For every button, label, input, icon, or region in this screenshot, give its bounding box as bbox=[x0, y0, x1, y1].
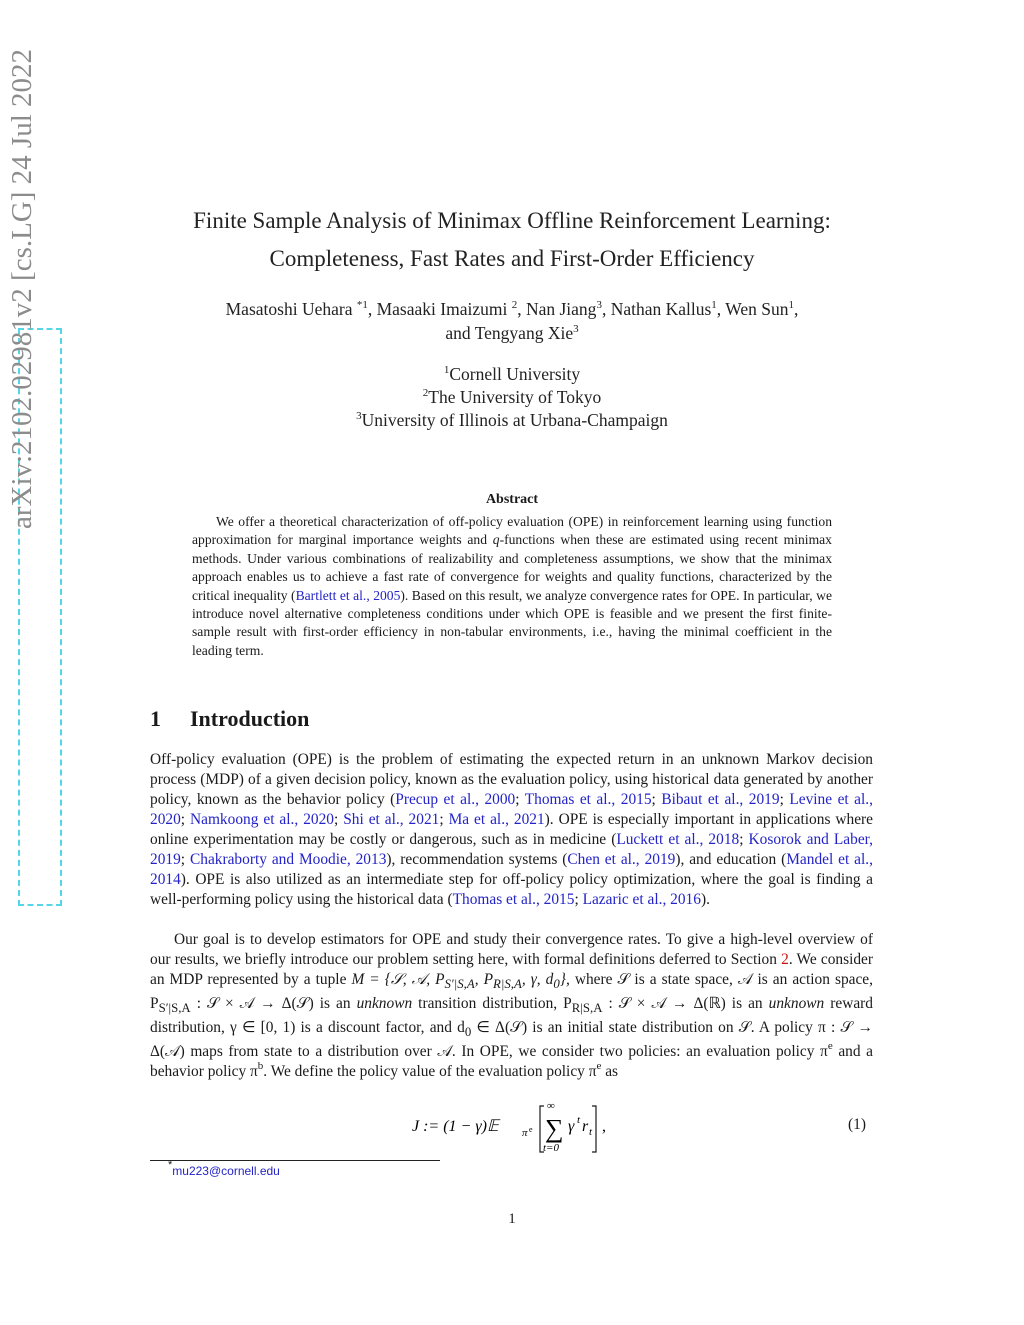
eq-sum-top: ∞ bbox=[547, 1100, 555, 1112]
policy-value-equation bbox=[410, 1094, 670, 1158]
paper-title-line1: Finite Sample Analysis of Minimax Offline Reinforcement Learning: bbox=[193, 208, 831, 233]
section-title: Introduction bbox=[190, 706, 310, 731]
email-link[interactable]: mu223@cornell.edu bbox=[172, 1164, 280, 1178]
author-sup: 2 bbox=[511, 299, 518, 311]
affiliation-sup: 2 bbox=[422, 387, 429, 399]
citation-link[interactable]: Shi et al., 2021 bbox=[343, 811, 440, 828]
author-sup: 1 bbox=[711, 299, 717, 311]
affiliation-sup: 3 bbox=[356, 410, 362, 422]
affiliation-name: Cornell University bbox=[449, 364, 581, 384]
abstract-span: ). Based on this result, we analyze convergence rates for OPE. In particular, we introduce novel alternative completeness conditions under which OPE is feasible and we present the first finite-sample result with first-order efficiency in non-tabular environments, i.e., having the minimal coefficient in the leading term. bbox=[192, 587, 832, 658]
eq-sum-symbol: ∑ bbox=[545, 1114, 564, 1143]
eq-r-sub: t bbox=[589, 1126, 593, 1138]
citation-link[interactable]: Precup et al., 2000 bbox=[395, 791, 516, 808]
affiliation-sup: 1 bbox=[443, 364, 450, 376]
footnote-mark: * bbox=[168, 1159, 173, 1171]
footnote-rule bbox=[150, 1160, 440, 1161]
eq-gamma: γ bbox=[568, 1118, 575, 1135]
eq-gamma-sup: t bbox=[577, 1114, 581, 1126]
page-number: 1 bbox=[508, 1211, 516, 1227]
citation-link[interactable]: Mandel et al., 2014 bbox=[150, 851, 873, 888]
citation-link[interactable]: Bibaut et al., 2019 bbox=[661, 791, 780, 808]
footnote bbox=[168, 1159, 280, 1178]
author-sup: 3 bbox=[573, 323, 579, 335]
eq-right-bracket bbox=[592, 1106, 596, 1152]
abstract-math: q bbox=[492, 532, 500, 548]
emphasis: unknown bbox=[356, 995, 413, 1013]
citation-link[interactable]: Luckett et al., 2018 bbox=[616, 831, 740, 848]
author-name: , Wen Sun bbox=[716, 299, 789, 319]
affiliation bbox=[140, 364, 884, 385]
citation-link[interactable]: Thomas et al., 2015 bbox=[452, 891, 575, 908]
abstract-span: We offer a theoretical characterization of off-policy evaluation (OPE) in reinforcement learning using function approximation for marginal importance weights and bbox=[192, 514, 832, 548]
citation-link[interactable]: Namkoong et al., 2020 bbox=[190, 811, 334, 828]
eq-lhs-sub: π bbox=[522, 1127, 528, 1139]
author-name: Masatoshi Uehara bbox=[225, 299, 353, 319]
citation-link[interactable]: Bartlett et al., 2005 bbox=[295, 587, 401, 603]
author-name: and Tengyang Xie bbox=[445, 323, 574, 343]
section-number: 1 bbox=[150, 706, 161, 731]
citation-link[interactable]: Lazaric et al., 2016 bbox=[582, 891, 701, 908]
eq-lhs: J := (1 − γ)𝔼 bbox=[412, 1118, 499, 1135]
author-name: , Nan Jiang bbox=[517, 299, 597, 319]
arxiv-stamp[interactable]: arXiv:2102.02981v2 [cs.LG] 24 Jul 2022 bbox=[6, 48, 38, 530]
paper-title-line2: Completeness, Fast Rates and First-Order Efficiency bbox=[269, 246, 755, 271]
abstract-heading: Abstract bbox=[485, 492, 539, 507]
affiliation-name: The University of Tokyo bbox=[428, 387, 602, 407]
citation-link[interactable]: Kosorok and Laber, 2019 bbox=[150, 831, 874, 868]
author-list bbox=[140, 299, 884, 320]
affiliation-name: University of Illinois at Urbana-Champaign bbox=[361, 410, 668, 430]
abstract-text bbox=[192, 513, 832, 660]
author-sep: , bbox=[793, 299, 799, 319]
author-sup: 3 bbox=[596, 299, 602, 311]
affiliation bbox=[140, 387, 884, 408]
emphasis: unknown bbox=[768, 995, 825, 1013]
eq-lhs-subsup: e bbox=[529, 1125, 533, 1134]
equation-number: (1) bbox=[848, 1116, 866, 1133]
author-sup: *1 bbox=[356, 299, 368, 311]
citation-link[interactable]: Chakraborty and Moodie, 2013 bbox=[189, 851, 387, 868]
author-name: , Nathan Kallus bbox=[601, 299, 712, 319]
citation-link[interactable]: Thomas et al., 2015 bbox=[524, 791, 652, 808]
author-name: , Masaaki Imaizumi bbox=[367, 299, 508, 319]
author-sup: 1 bbox=[788, 299, 794, 311]
intro-paragraph-2: Our goal is to develop estimators for OPE and study their convergence rates. To give a high-level overview of our results, we briefly introduce our problem setting here, with formal definitions deferred to Section 2. We consider an MDP represented by a tuple M = {𝒮, 𝒜, $P_{S'|S,A}$, $P_{R|S,A}$, γ, $d_0$}, where 𝒮 is a state space, 𝒜 is an action space, $P_{S'|S,A}$ : 𝒮 × 𝒜 → Δ(𝒮) is an unknown transition distribution, $P_{R|S,A}$ : 𝒮 × 𝒜 → Δ(ℝ) is an unknown reward distribution, γ ∈ [0, 1) is a discount factor, and $d_0$ ∈ Δ(𝒮) is an initial state distribution on 𝒮. A policy π : 𝒮 → Δ(𝒜) maps from state to a distribution over 𝒜. In OPE, we consider two policies: an evaluation policy $\pi^e$ and a behavior policy $\pi^b$. We define the policy value of the evaluation policy $\pi^e$ as bbox=[150, 931, 874, 1081]
citation-link[interactable]: Ma et al., 2021 bbox=[448, 811, 545, 828]
abstract-span: -functions when these are estimated using recent minimax methods. Under various combinations of realizability and completeness assumptions, we show that the minimax approach enables us to achieve a fast rate of convergence for weights and quality functions, characterized by the critical inequality ( bbox=[192, 532, 832, 603]
tuple-math: M = {𝒮, 𝒜, $P_{S'|S,A}$, $P_{R|S,A}$, γ, $d_0$}, bbox=[351, 971, 570, 992]
eq-sum-bottom: t=0 bbox=[543, 1142, 559, 1154]
eq-r: r bbox=[582, 1118, 589, 1135]
section-ref-link[interactable]: 2 bbox=[781, 951, 789, 968]
citation-link[interactable]: Levine et al., 2020 bbox=[150, 791, 873, 828]
author-list-line2 bbox=[140, 323, 884, 344]
section-heading bbox=[150, 706, 309, 732]
citation-link[interactable]: Chen et al., 2019 bbox=[567, 851, 676, 868]
affiliation bbox=[140, 410, 884, 431]
intro-paragraph-1: Off-policy evaluation (OPE) is the problem of estimating the expected return in an unknown Markov decision process (MDP) of a given decision policy, known as the evaluation policy, using historical data generated by another policy, known as the behavior policy (Precup et al., 2000; Thomas et al., 2015; Bibaut et al., 2019; Levine et al., 2020; Namkoong et al., 2020; Shi et al., 2021; Ma et al., 2021). OPE is especially important in applications where online experimentation may be costly or dangerous, such as in medicine (Luckett et al., 2018; Kosorok and Laber, 2019; Chakraborty and Moodie, 2013), recommendation systems (Chen et al., 2019), and education (Mandel et al., 2014). OPE is also utilized as an intermediate step for off-policy policy optimization, where the goal is finding a well-performing policy using the historical data (Thomas et al., 2015; Lazaric et al., 2016). bbox=[150, 751, 874, 908]
eq-tail: , bbox=[602, 1118, 606, 1135]
